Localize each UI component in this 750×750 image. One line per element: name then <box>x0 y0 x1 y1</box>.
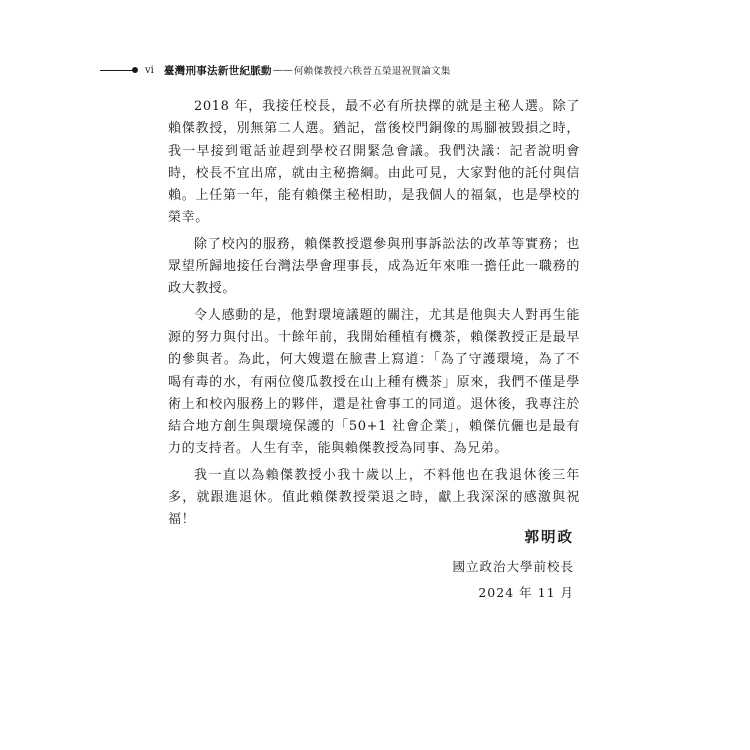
book-subtitle: 何賴傑教授六秩晉五榮退祝賀論文集 <box>293 66 451 77</box>
author-title: 國立政治大學前校長 <box>452 559 574 574</box>
header-bullet-icon <box>132 67 138 73</box>
paragraph-3: 令人感動的是，他對環境議題的關注，尤其是他與夫人對再生能源的努力與付出。十餘年前，我開始種植有機茶，賴傑教授正是最早的參與者。為此，何大嫂還在臉書上寫道：「為了守護環境，為了不喝有毒的水，有兩位傻瓜教授在山上種有機茶」原來，我們不僅是學術上和校內服務上的夥伴，還是社會事工的同道。退休後，我專注於結合地方創生與環境保護的「50+1 社會企業」，賴傑伉儷也是最有力的支持者。人生有幸，能與賴傑教授為同事、為兄弟。 <box>168 307 580 457</box>
book-title: 臺灣刑事法新世紀脈動 <box>163 64 272 77</box>
author-name: 郭明政 <box>524 529 574 546</box>
paragraph-1: 2018 年，我接任校長，最不必有所抉擇的就是主秘人選。除了賴傑教授，別無第二人選。猶記，當後校門銅像的馬腳被毀損之時，我一早接到電話並趕到學校召開緊急會議。我們決議：記者說明會時，校長不宜出席，就由主秘擔綱。由此可見，大家對他的託付與信賴。上任第一年，能有賴傑主秘相助，是我個人的福氣，也是學校的榮幸。 <box>168 99 580 226</box>
page-number: vi <box>145 64 154 76</box>
signature-date: 2024 年 11 月 <box>478 585 574 600</box>
title-dash: —— <box>272 64 293 76</box>
header-rule <box>100 70 134 71</box>
paragraph-2: 除了校內的服務，賴傑教授還參與刑事訴訟法的改革等實務；也眾望所歸地接任台灣法學會理事長，成為近年來唯一擔任此一職務的政大教授。 <box>168 236 580 297</box>
body-text <box>168 96 580 536</box>
signature-block <box>452 528 574 603</box>
paragraph-4: 我一直以為賴傑教授小我十歲以上，不料他也在我退休後三年多，就跟進退休。值此賴傑教授榮退之時，獻上我深深的感激與祝福！ <box>168 467 580 528</box>
running-header <box>100 60 451 80</box>
